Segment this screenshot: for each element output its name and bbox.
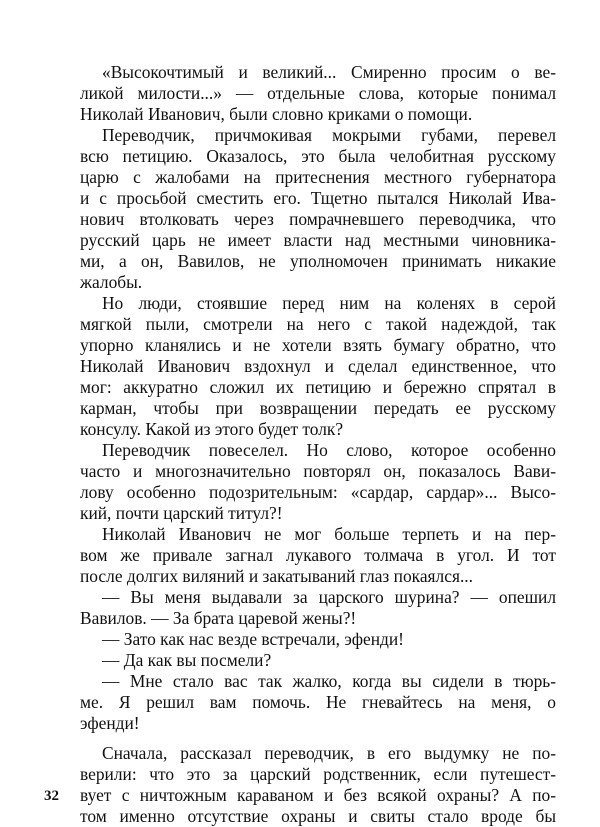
text-line: — Да как вы посмели? — [102, 650, 272, 670]
text-line: лову особенно подозрительным: «сардар, сардар»... Высо- — [80, 482, 556, 502]
text-line: Переводчик, причмокивая мокрыми губами, перевел — [102, 125, 556, 145]
page-number: 32 — [44, 788, 59, 804]
text-line: нович втолковать через помрачневшего переводчика, что — [80, 209, 556, 229]
text-line: Но люди, стоявшие перед ним на коленях в серой — [102, 293, 556, 313]
text-line: Сначала, рассказал переводчик, в его выдумку не по- — [102, 743, 556, 763]
text-line: мог: аккуратно сложил их петицию и бережно спрятал в — [80, 377, 556, 397]
text-line: и с просьбой сместить его. Тщетно пытался Николай Ива- — [80, 188, 556, 208]
text-line: консулу. Какой из этого будет толк? — [80, 419, 344, 439]
text-line: Николай Иванович не мог больше терпеть и на пер- — [102, 524, 556, 544]
text-line: Николай Иванович, были словно криками о помощи. — [80, 104, 473, 124]
body-text — [80, 62, 556, 827]
text-line: всю петицию. Оказалось, это была челобитная русскому — [80, 146, 556, 166]
text-line: верили: что это за царский родственник, если путешест- — [80, 764, 556, 784]
text-line: том именно отсутствие охраны и свиты стало вроде бы — [80, 806, 556, 826]
text-line: вом же привале загнал лукавого толмача в угол. И тот — [80, 545, 556, 565]
text-line: эфенди! — [80, 713, 140, 733]
text-line: после долгих виляний и закатываний глаз покаялся... — [80, 566, 473, 586]
paragraph-gap — [80, 734, 556, 743]
text-line: «Высокочтимый и великий... Смиренно просим о ве- — [102, 62, 556, 82]
text-line: упорно кланялись и не хотели взять бумагу обратно, что — [80, 335, 556, 355]
text-line: карман, чтобы при возвращении передать ее русскому — [80, 398, 556, 418]
text-line: — Вы меня выдавали за царского шурина? — опешил — [102, 587, 556, 607]
text-line: русский царь не имеет власти над местными чиновника- — [80, 230, 556, 250]
text-line: мягкой пыли, смотрели на него с такой надеждой, так — [80, 314, 556, 334]
text-line: — Зато как нас везде встречали, эфенди! — [102, 629, 404, 649]
text-line: часто и многозначительно повторял он, показалось Вави- — [80, 461, 556, 481]
text-line: ми, а он, Вавилов, не уполномочен принимать никакие — [80, 251, 556, 271]
text-line: ликой милости...» — отдельные слова, которые понимал — [80, 83, 556, 103]
text-line: жалобы. — [80, 272, 143, 292]
text-line: Вавилов. — За брата царевой жены?! — [80, 608, 357, 628]
text-line: Переводчик повеселел. Но слово, которое особенно — [102, 440, 556, 460]
text-line: кий, почти царский титул?! — [80, 503, 283, 523]
text-line: вует с ничтожным караваном и без всякой охраны? А по- — [80, 785, 556, 805]
text-line: царю с жалобами на притеснения местного губернатора — [80, 167, 556, 187]
text-line: ме. Я решил вам помочь. Не гневайтесь на меня, о — [80, 692, 556, 712]
text-line: — Мне стало вас так жалко, когда вы сидели в тюрь- — [102, 671, 556, 691]
text-line: Николай Иванович вздохнул и сделал единственное, что — [80, 356, 556, 376]
